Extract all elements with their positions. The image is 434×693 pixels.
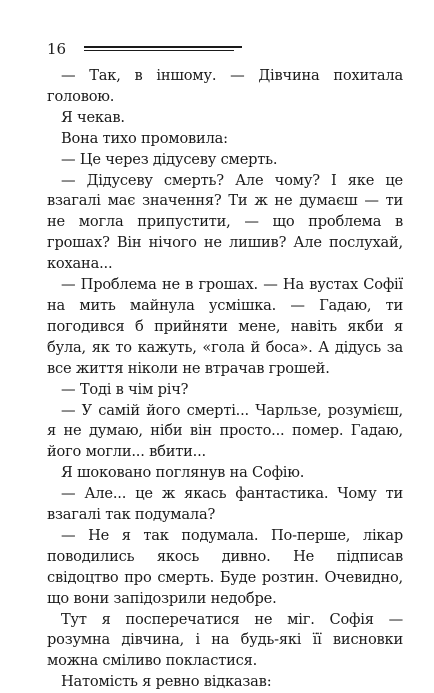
paragraph: Я чекав.	[61, 108, 125, 126]
page-number: 16	[47, 40, 67, 58]
paragraph: — Не я так подумала. По-перше, лікар поводились якось дивно. Не підписав свідоцтво про смерть. Буде розтин. Очевидно, що вони запідозрили недобре.	[47, 526, 403, 607]
paragraph: — Але... це ж якась фантастика. Чому ти взагалі так подумала?	[47, 485, 403, 524]
paragraph: — У самій його смерті... Чарльзе, розумієш, я не думаю, ніби він просто... помер. Гадаю, його могли... вбити...	[47, 401, 403, 461]
paragraph: Я шоковано поглянув на Софію.	[61, 464, 305, 482]
header-rule	[84, 46, 242, 51]
paragraph: Тут я посперечатися не міг. Софія — розумна дівчина, і на будь-які її висновки можна сміливо покластися.	[47, 610, 403, 670]
paragraph: — Проблема не в грошах. — На вустах Софії на мить майнула усмішка. — Гадаю, ти погодився б прийняти мене, навіть якби я була, як то кажуть, «гола й боса». А дідусь за все життя ніколи не втрачав грошей.	[47, 276, 403, 377]
paragraph: — Тоді в чім річ?	[61, 380, 189, 398]
paragraph: — Дідусеву смерть? Але чому? І яке це взагалі має значення? Ти ж не думаєш — ти не могла припустити, — що проблема в грошах? Він нічого не лишив? Але послухай, кохана...	[47, 171, 403, 273]
header-rule-thick-line	[84, 46, 242, 48]
body-text	[47, 66, 403, 693]
header-rule-thin-line	[84, 50, 234, 51]
paragraph: Вона тихо промовила:	[61, 129, 228, 147]
paragraph: — Це через дідусеву смерть.	[61, 150, 278, 168]
paragraph: — Так, в іншому. — Дівчина похитала головою.	[47, 67, 403, 105]
paragraph: Натомість я ревно відказав:	[61, 673, 272, 691]
